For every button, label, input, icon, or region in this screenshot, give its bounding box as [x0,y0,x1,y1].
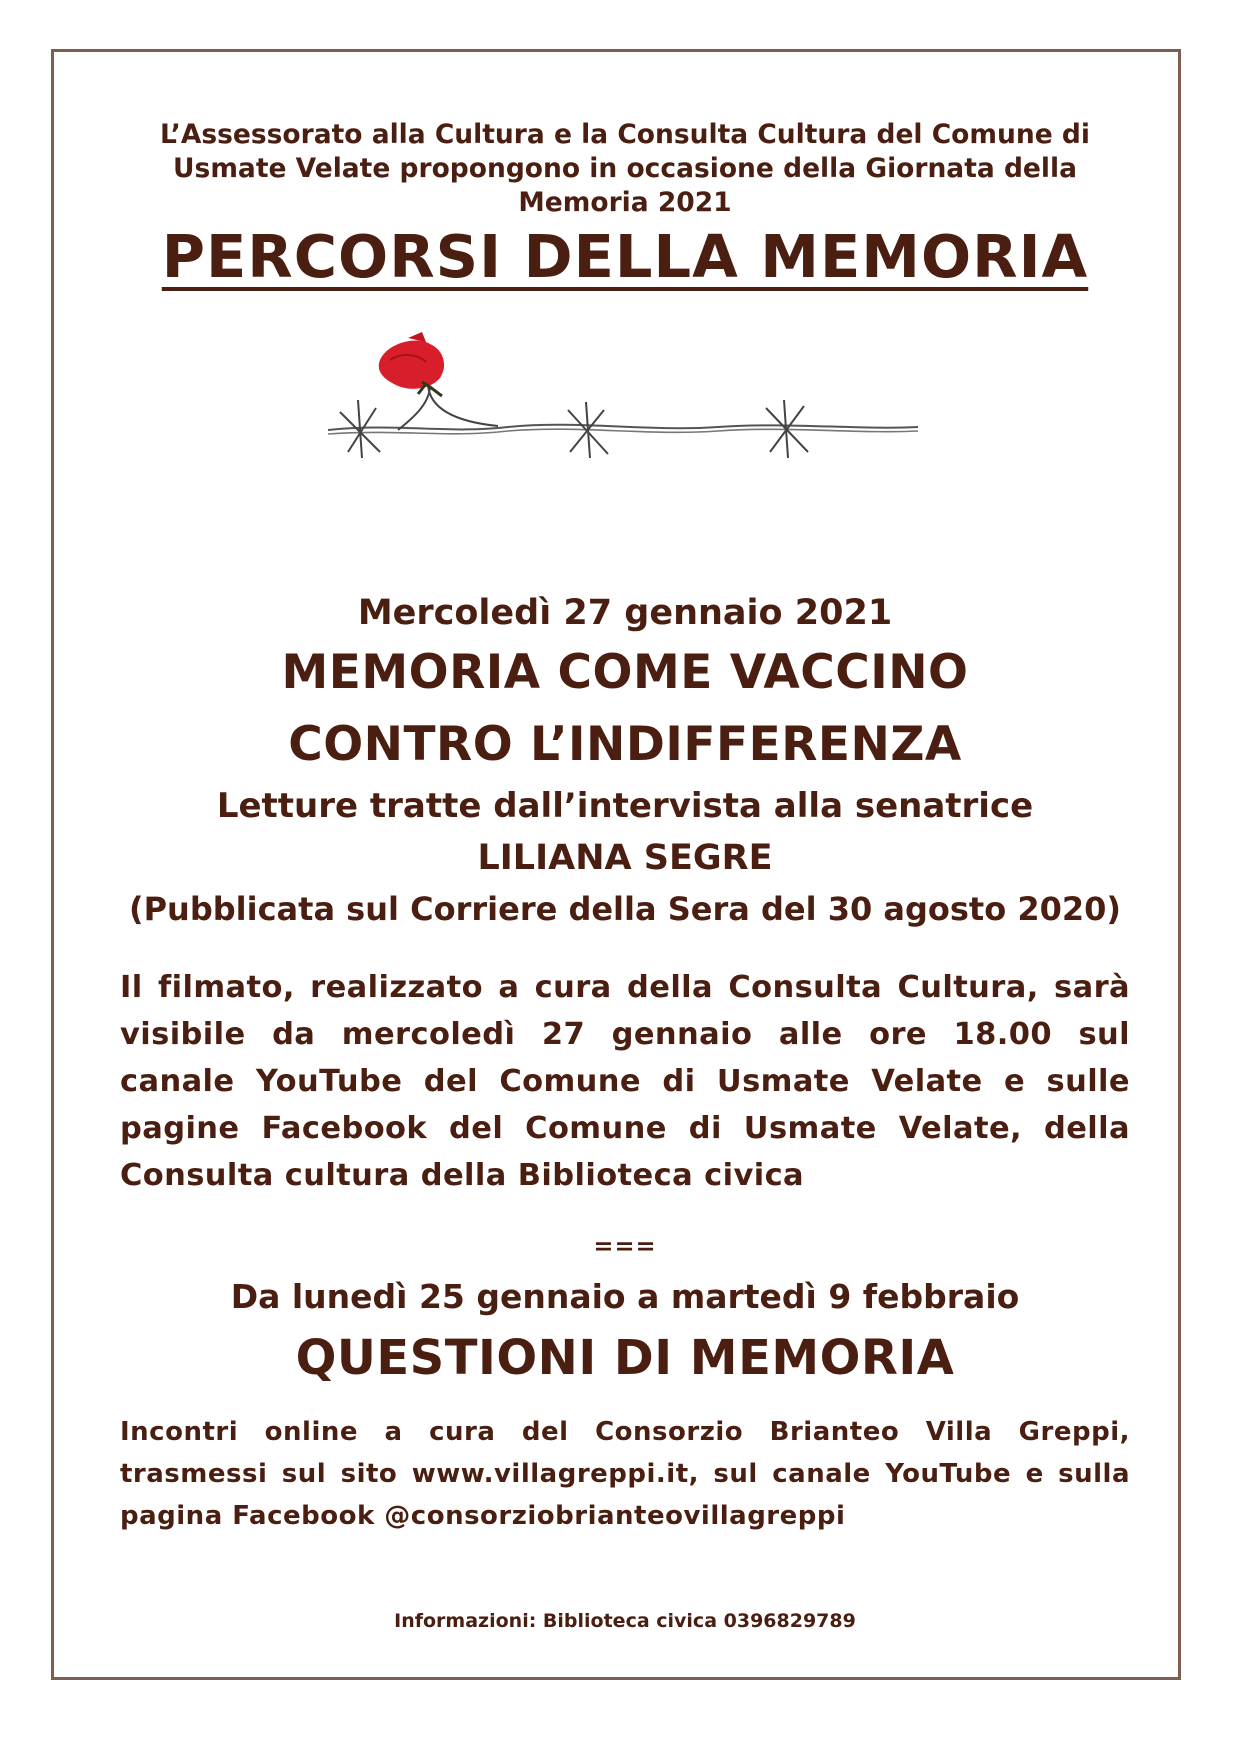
rose-petals [379,341,444,389]
event1-title-line2: CONTRO L’INDIFFERENZA [288,717,962,772]
page-title: PERCORSI DELLA MEMORIA [161,222,1089,291]
event1-person: LILIANA SEGRE [477,838,773,878]
event2-title: QUESTIONI DI MEMORIA [295,1330,955,1386]
event1-date: Mercoledì 27 gennaio 2021 [357,593,893,633]
event2-description: Incontri online a cura del Consorzio Brianteo Villa Greppi, trasmessi sul sito www.villagreppi.it, sul canale YouTube e sulla pagina Facebook @consorziobrianteovillagreppi [120,1417,1130,1531]
event1-source: (Pubblicata sul Corriere della Sera del 30 agosto 2020) [128,890,1122,928]
separator: === [593,1232,657,1260]
contact-info: Informazioni: Biblioteca civica 0396829789 [394,1610,856,1632]
intro-text: L’Assessorato alla Cultura e la Consulta Cultura del Comune di Usmate Velate propongono in occasione della Giornata della Memoria 2021 [160,119,1090,218]
event1-description: Il filmato, realizzato a cura della Consulta Cultura, sarà visibile da mercoledì 27 gennaio alle ore 18.00 sul canale YouTube del Comune di Usmate Velate e sulle pagine Facebook del Comune di Usmate Velate, della Consulta cultura della Biblioteca civica [120,970,1130,1193]
event1-title-line1: MEMORIA COME VACCINO [281,645,969,700]
event1-subtitle: Letture tratte dall’intervista alla senatrice [216,786,1034,826]
event2-date: Da lunedì 25 gennaio a martedì 9 febbraio [230,1277,1020,1316]
rose-on-barbed-wire-icon [318,330,928,480]
